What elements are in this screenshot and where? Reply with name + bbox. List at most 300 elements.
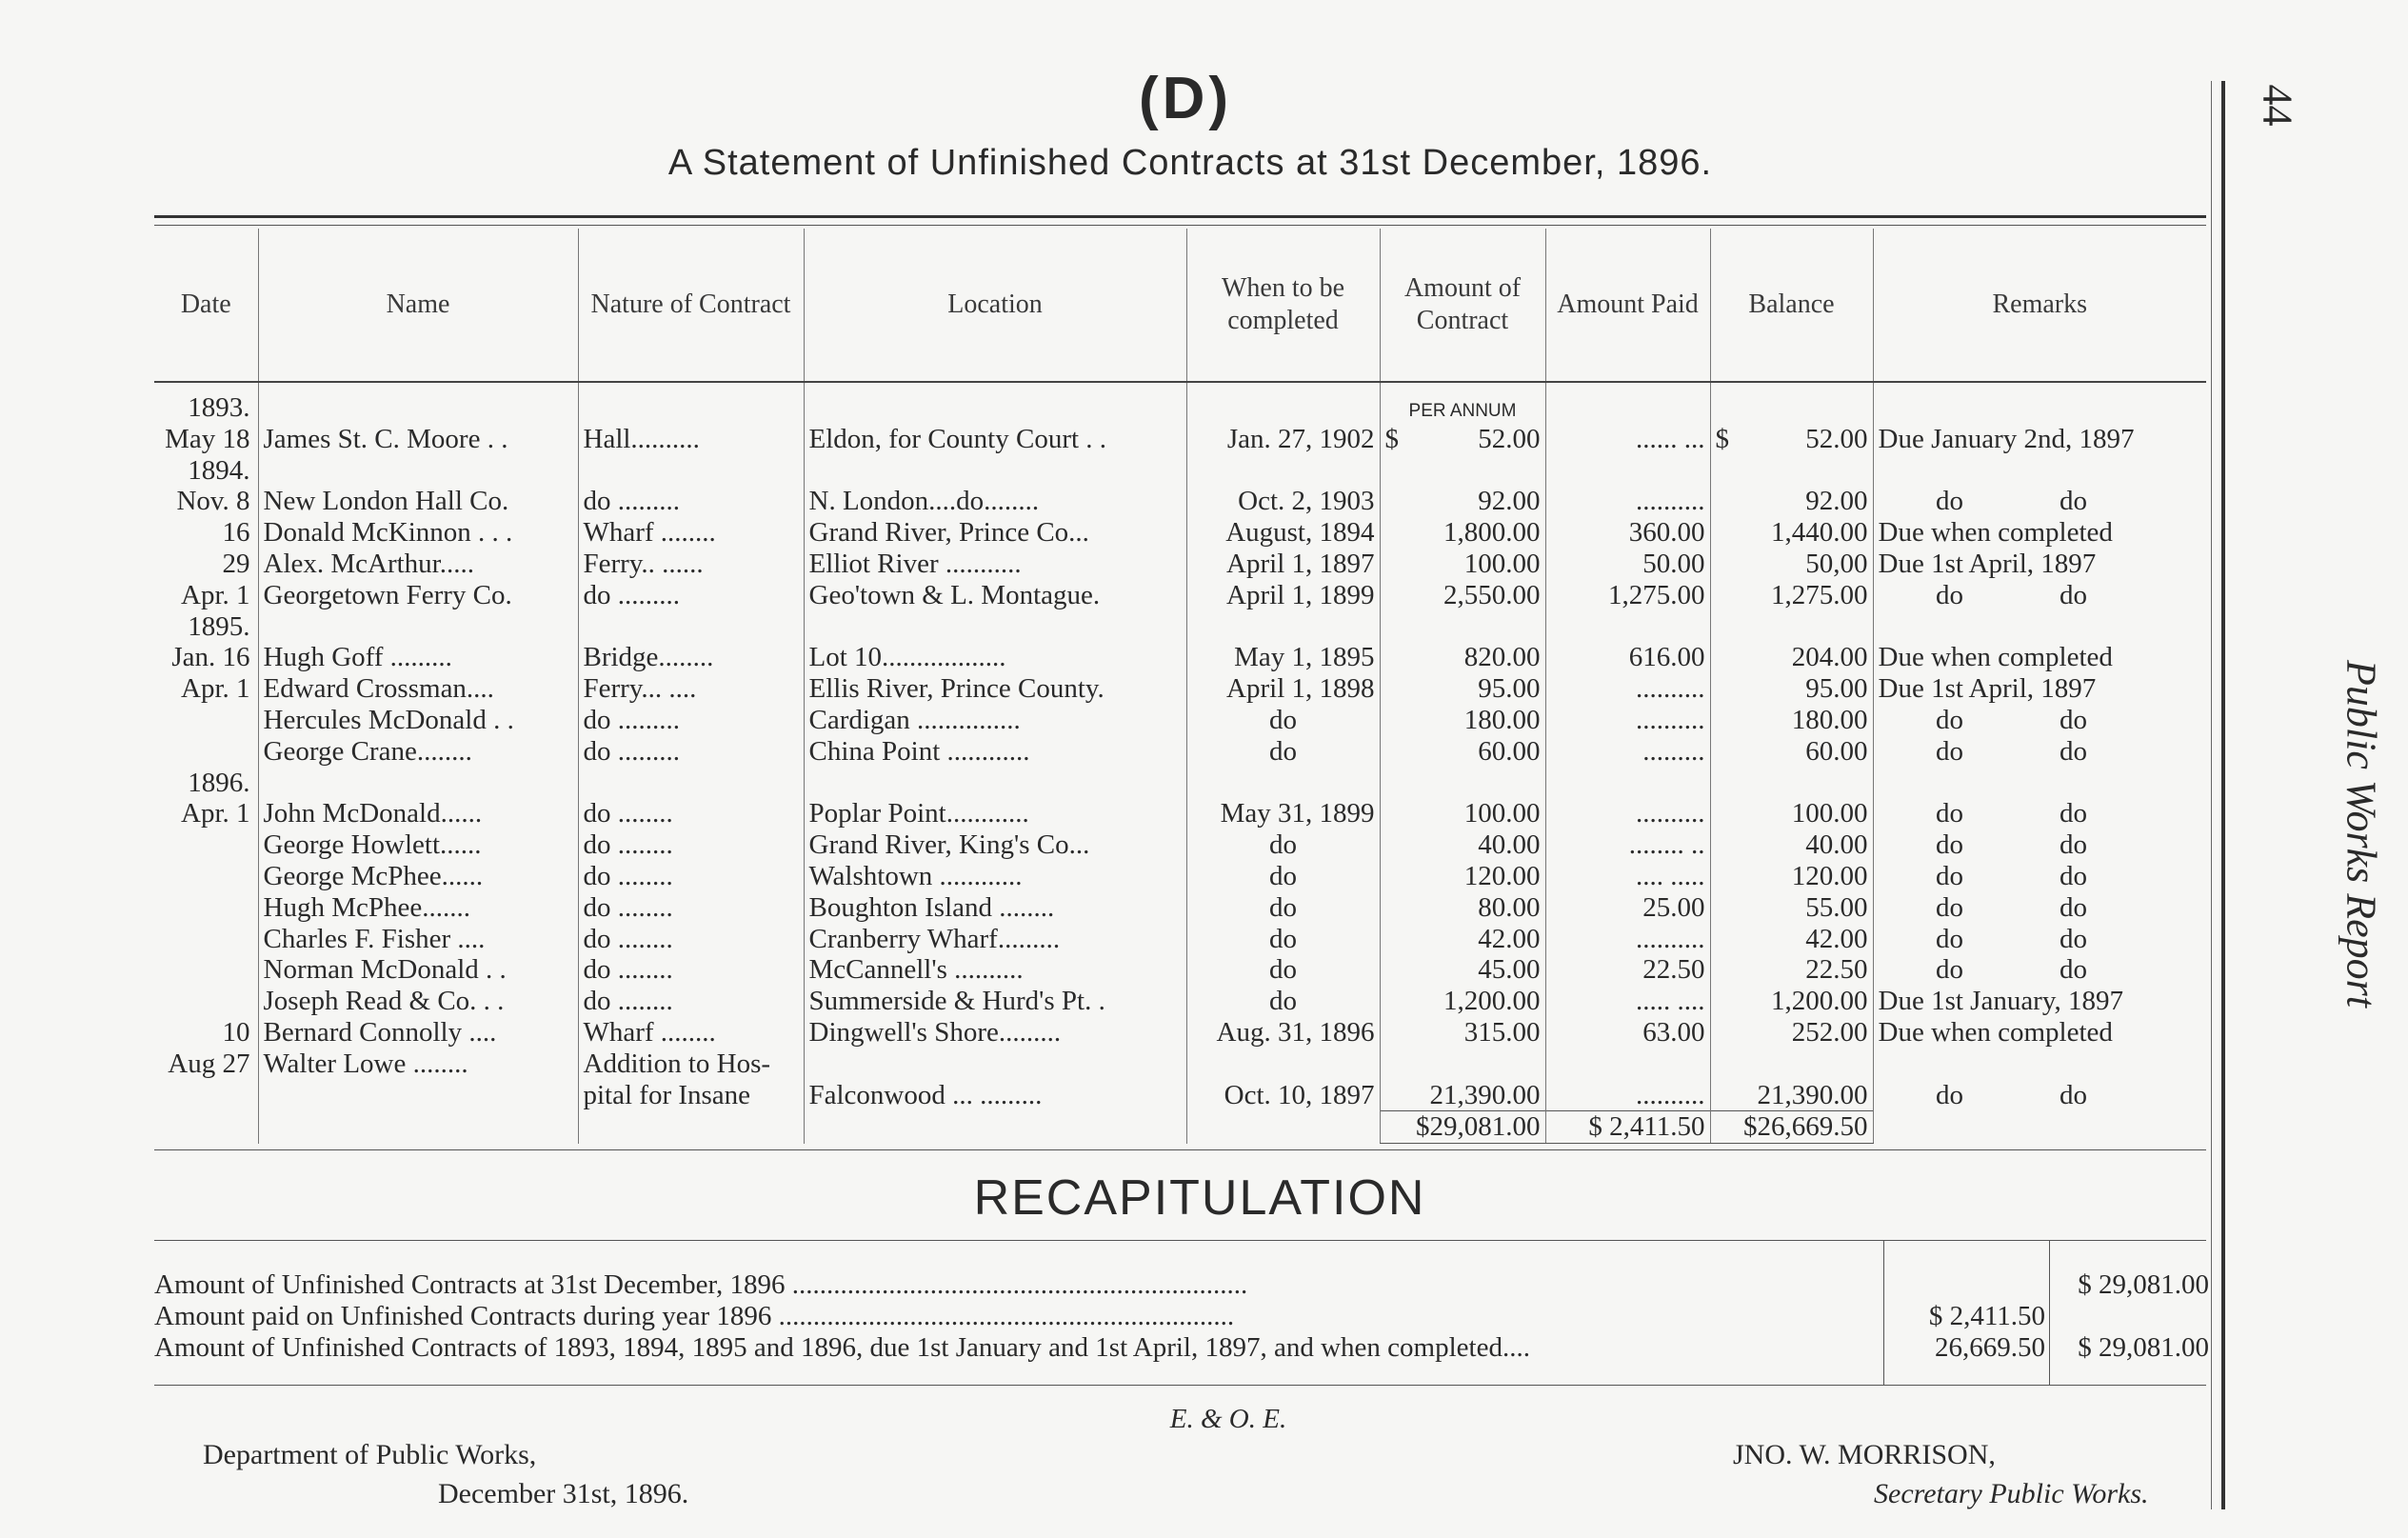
totals-row [154, 1111, 2206, 1144]
amount-cell [1380, 736, 1545, 768]
name-cell: George Howlett...... [258, 829, 578, 861]
amount-cell [1380, 1017, 1545, 1049]
signer-name: JNO. W. MORRISON, [1733, 1439, 1996, 1470]
table-header-row [154, 229, 2206, 382]
running-head: Public Works Report [2338, 660, 2385, 1008]
table-row [154, 673, 2206, 705]
amount-cell [1380, 673, 1545, 705]
nature-cell [578, 382, 804, 424]
nature-cell [578, 455, 804, 487]
remark-text: Due January 2nd, 1897 [1878, 423, 2135, 454]
amount-value: 60.00 [1478, 735, 1541, 767]
location-cell [804, 455, 1186, 487]
remark-do: do [2060, 923, 2087, 954]
location-cell: Eldon, for County Court . . [804, 424, 1186, 455]
balance-value: 1,200.00 [1771, 986, 1868, 1017]
empty-cell [1873, 1111, 2206, 1144]
nature-cell [578, 611, 804, 643]
remarks-cell [1873, 768, 2206, 799]
remark-do: do [2060, 860, 2087, 891]
col-balance: Balance [1710, 229, 1873, 382]
amount-value: 80.00 [1478, 891, 1541, 923]
amount-cell [1380, 1049, 1545, 1080]
when-cell [1186, 611, 1380, 643]
amount-value: 120.00 [1463, 860, 1541, 891]
when-cell: April 1, 1898 [1186, 673, 1380, 705]
balance-cell [1710, 382, 1873, 424]
date-cell: Jan. 16 [171, 642, 250, 673]
remark-text: Due 1st April, 1897 [1878, 673, 2097, 705]
amount-value: 100.00 [1463, 798, 1541, 829]
balance-value: 1,440.00 [1771, 517, 1868, 549]
balance-cell [1710, 673, 1873, 705]
remarks-cell [1873, 705, 2206, 736]
balance-cell [1710, 611, 1873, 643]
remark-text: Due 1st January, 1897 [1878, 986, 2123, 1017]
name-cell: Joseph Read & Co. . . [258, 986, 578, 1017]
when-cell [1186, 455, 1380, 487]
balance-cell [1710, 736, 1873, 768]
nature-cell: do ......... [578, 705, 804, 736]
paid-cell: 63.00 [1545, 1017, 1710, 1049]
recap-line-2-value: $ 2,411.50 [1928, 1301, 2045, 1331]
table-row [154, 642, 2206, 673]
paid-cell: ......... [1545, 736, 1710, 768]
nature-cell: Ferry... .... [578, 673, 804, 705]
date-cell: 1893. [188, 392, 250, 423]
remarks-cell [1873, 954, 2206, 986]
table-top-rule [154, 215, 2206, 218]
total-paid: $ 2,411.50 [1545, 1111, 1710, 1144]
paid-cell [1545, 611, 1710, 643]
remark-text: Due when completed [1878, 517, 2113, 549]
table-bottom-rule [154, 1144, 2206, 1150]
contracts-table [154, 229, 2206, 1150]
amount-value: 1,800.00 [1443, 517, 1541, 549]
paid-cell: 360.00 [1545, 517, 1710, 549]
location-cell [804, 1049, 1186, 1080]
balance-value: 95.00 [1805, 673, 1868, 705]
remarks-cell [1873, 1049, 2206, 1080]
table-row [154, 954, 2206, 986]
location-cell: N. London....do........ [804, 486, 1186, 517]
amount-cell [1380, 455, 1545, 487]
remark-do: do [2060, 704, 2087, 735]
date-cell: 1894. [188, 454, 250, 486]
balance-cell [1710, 1017, 1873, 1049]
when-cell: do [1186, 892, 1380, 924]
remark-do: do [2060, 579, 2087, 610]
nature-cell: Hall.......... [578, 424, 804, 455]
table-row [154, 424, 2206, 455]
remark-do: do [2060, 829, 2087, 861]
table-row [154, 517, 2206, 549]
nature-cell: do ......... [578, 736, 804, 768]
amount-value: 21,390.00 [1429, 1079, 1541, 1110]
table-row [154, 705, 2206, 736]
balance-value: 42.00 [1805, 923, 1868, 954]
when-cell: do [1186, 861, 1380, 892]
date-cell [154, 924, 258, 955]
date-cell: Apr. 1 [181, 579, 250, 610]
amount-cell [1380, 382, 1545, 424]
name-cell: James St. C. Moore . . [258, 424, 578, 455]
nature-cell: Bridge........ [578, 642, 804, 673]
location-cell: Boughton Island ........ [804, 892, 1186, 924]
balance-value: 55.00 [1805, 891, 1868, 923]
nature-cell: do ........ [578, 986, 804, 1017]
right-margin-rule [2221, 81, 2225, 1509]
paid-cell: .......... [1545, 924, 1710, 955]
total-balance: $26,669.50 [1710, 1111, 1873, 1144]
paid-cell: .......... [1545, 1080, 1710, 1111]
amount-value: 315.00 [1463, 1016, 1541, 1048]
remark-do: do [1936, 735, 1963, 767]
amount-cell [1380, 798, 1545, 829]
table-row [154, 382, 2206, 424]
when-cell: Aug. 31, 1896 [1186, 1017, 1380, 1049]
date-cell: 29 [222, 548, 250, 579]
balance-cell [1710, 580, 1873, 611]
bottom-rule-cell [154, 1144, 2206, 1150]
name-cell: Norman McDonald . . [258, 954, 578, 986]
name-cell [258, 455, 578, 487]
location-cell: Walshtown ............ [804, 861, 1186, 892]
when-cell: May 31, 1899 [1186, 798, 1380, 829]
col-date: Date [154, 229, 258, 382]
paid-cell: .......... [1545, 673, 1710, 705]
balance-value: 92.00 [1805, 486, 1868, 517]
currency-symbol: $ [1715, 423, 1729, 454]
table-row [154, 924, 2206, 955]
name-cell [258, 768, 578, 799]
amount-value: 45.00 [1478, 954, 1541, 986]
amount-cell [1380, 611, 1545, 643]
amount-cell [1380, 424, 1545, 455]
balance-cell [1710, 1049, 1873, 1080]
statement-letter: (D) [1138, 66, 1233, 131]
amount-cell [1380, 924, 1545, 955]
location-cell [804, 382, 1186, 424]
table-row [154, 1049, 2206, 1080]
paid-cell: ..... .... [1545, 986, 1710, 1017]
nature-cell: Ferry.. ...... [578, 549, 804, 580]
col-remarks: Remarks [1873, 229, 2206, 382]
nature-cell: do ........ [578, 924, 804, 955]
when-cell: do [1186, 924, 1380, 955]
location-cell [804, 611, 1186, 643]
nature-cell: do ........ [578, 829, 804, 861]
balance-cell [1710, 486, 1873, 517]
balance-cell [1710, 705, 1873, 736]
balance-value: 52.00 [1805, 423, 1868, 454]
name-cell: Charles F. Fisher .... [258, 924, 578, 955]
when-cell: Oct. 10, 1897 [1186, 1080, 1380, 1111]
paid-cell: .......... [1545, 705, 1710, 736]
table-row [154, 580, 2206, 611]
remarks-cell [1873, 924, 2206, 955]
nature-cell: do ......... [578, 486, 804, 517]
paid-cell: 22.50 [1545, 954, 1710, 986]
remark-do: do [1936, 486, 1963, 517]
date-cell [154, 705, 258, 736]
location-cell: Lot 10.................. [804, 642, 1186, 673]
date-cell: 1896. [188, 767, 250, 798]
empty-cell [154, 1111, 258, 1144]
col-paid: Amount Paid [1545, 229, 1710, 382]
empty-cell [804, 1111, 1186, 1144]
table-row [154, 986, 2206, 1017]
when-cell: do [1186, 736, 1380, 768]
table-row [154, 455, 2206, 487]
date-cell [154, 954, 258, 986]
location-cell: Elliot River ........... [804, 549, 1186, 580]
remark-text: Due when completed [1878, 1016, 2113, 1048]
balance-value: 22.50 [1805, 954, 1868, 986]
amount-value: 100.00 [1463, 548, 1541, 579]
location-cell: Grand River, Prince Co... [804, 517, 1186, 549]
table-row [154, 892, 2206, 924]
col-when: When to be completed [1186, 229, 1380, 382]
signer-title: Secretary Public Works. [1874, 1478, 2149, 1509]
amount-cell [1380, 986, 1545, 1017]
nature-cell: Wharf ........ [578, 1017, 804, 1049]
remark-do: do [1936, 954, 1963, 986]
balance-cell [1710, 549, 1873, 580]
when-cell: April 1, 1897 [1186, 549, 1380, 580]
location-cell: Falconwood ... ......... [804, 1080, 1186, 1111]
location-cell: Grand River, King's Co... [804, 829, 1186, 861]
remarks-cell [1873, 382, 2206, 424]
date-cell: 1895. [188, 610, 250, 642]
nature-cell: do ........ [578, 892, 804, 924]
page-number: 44 [2254, 84, 2301, 127]
balance-value: 60.00 [1805, 735, 1868, 767]
recap-line-1: Amount of Unfinished Contracts at 31st December, 1896 .................................................................. [154, 1269, 1248, 1300]
nature-cell: do ........ [578, 954, 804, 986]
paid-cell: .... ..... [1545, 861, 1710, 892]
remark-do: do [1936, 704, 1963, 735]
balance-cell [1710, 954, 1873, 986]
location-cell: Dingwell's Shore......... [804, 1017, 1186, 1049]
location-cell: Cardigan ............... [804, 705, 1186, 736]
when-cell: do [1186, 954, 1380, 986]
date-cell [154, 892, 258, 924]
location-cell: Poplar Point............ [804, 798, 1186, 829]
amount-value: 95.00 [1478, 673, 1541, 705]
location-cell: Summerside & Hurd's Pt. . [804, 986, 1186, 1017]
name-cell: Bernard Connolly .... [258, 1017, 578, 1049]
amount-value: 1,200.00 [1443, 986, 1541, 1017]
col-nature: Nature of Contract [578, 229, 804, 382]
table-row [154, 861, 2206, 892]
amount-cell [1380, 705, 1545, 736]
remarks-cell [1873, 986, 2206, 1017]
balance-value: 120.00 [1791, 860, 1868, 891]
amount-value: 820.00 [1463, 642, 1541, 673]
nature-cell: do ........ [578, 861, 804, 892]
recap-line-2: Amount paid on Unfinished Contracts during year 1896 .................................................................. [154, 1301, 1235, 1331]
remark-do: do [2060, 891, 2087, 923]
per-annum-label: PER ANNUM [1408, 400, 1517, 421]
nature-cell: pital for Insane [578, 1080, 804, 1111]
balance-value: 21,390.00 [1757, 1079, 1868, 1110]
name-cell: New London Hall Co. [258, 486, 578, 517]
when-cell [1186, 768, 1380, 799]
date-cell: Nov. 8 [176, 486, 250, 517]
when-cell: do [1186, 829, 1380, 861]
amount-cell [1380, 768, 1545, 799]
location-cell: Cranberry Wharf......... [804, 924, 1186, 955]
date-cell: 10 [222, 1016, 250, 1048]
recap-line-1-total: $ 29,081.00 [2078, 1269, 2209, 1300]
date-cell: 16 [222, 517, 250, 549]
remark-do: do [1936, 1079, 1963, 1110]
paid-cell: 1,275.00 [1545, 580, 1710, 611]
table-row [154, 829, 2206, 861]
name-cell: Hugh Goff ......... [258, 642, 578, 673]
empty-cell [258, 1111, 578, 1144]
table-row [154, 611, 2206, 643]
remark-do: do [1936, 891, 1963, 923]
table-row [154, 549, 2206, 580]
col-name: Name [258, 229, 578, 382]
nature-cell: Addition to Hos- [578, 1049, 804, 1080]
recap-line-3-value: 26,669.50 [1935, 1332, 2045, 1363]
balance-cell [1710, 861, 1873, 892]
balance-cell [1710, 517, 1873, 549]
date-cell: May 18 [165, 423, 250, 454]
balance-cell [1710, 642, 1873, 673]
table-row [154, 798, 2206, 829]
name-cell: Alex. McArthur..... [258, 549, 578, 580]
remark-do: do [1936, 923, 1963, 954]
date-cell: Apr. 1 [181, 673, 250, 705]
location-cell: McCannell's .......... [804, 954, 1186, 986]
when-cell [1186, 382, 1380, 424]
table-row [154, 768, 2206, 799]
remark-do: do [1936, 829, 1963, 861]
recap-col-rule-2 [2049, 1240, 2050, 1385]
name-cell: Georgetown Ferry Co. [258, 580, 578, 611]
amount-cell [1380, 549, 1545, 580]
col-amount: Amount of Contract [1380, 229, 1545, 382]
remarks-cell [1873, 1017, 2206, 1049]
amount-value: 2,550.00 [1443, 579, 1541, 610]
remarks-cell [1873, 455, 2206, 487]
amount-cell [1380, 861, 1545, 892]
amount-cell [1380, 1080, 1545, 1111]
location-cell [804, 768, 1186, 799]
when-cell: August, 1894 [1186, 517, 1380, 549]
when-cell: Jan. 27, 1902 [1186, 424, 1380, 455]
paid-cell: ........ .. [1545, 829, 1710, 861]
right-margin-rule-thin [2211, 81, 2212, 1509]
paid-cell: 616.00 [1545, 642, 1710, 673]
remarks-cell [1873, 829, 2206, 861]
remarks-cell [1873, 673, 2206, 705]
remark-text: Due when completed [1878, 642, 2113, 673]
remarks-cell [1873, 892, 2206, 924]
when-cell: April 1, 1899 [1186, 580, 1380, 611]
balance-cell [1710, 455, 1873, 487]
name-cell: Walter Lowe ........ [258, 1049, 578, 1080]
balance-value: 1,275.00 [1771, 579, 1868, 610]
name-cell: John McDonald...... [258, 798, 578, 829]
balance-value: 40.00 [1805, 829, 1868, 861]
page-title: A Statement of Unfinished Contracts at 31st December, 1896. [667, 143, 1713, 183]
amount-cell [1380, 486, 1545, 517]
balance-value: 50,00 [1805, 548, 1868, 579]
date-cell: Apr. 1 [181, 798, 250, 829]
footer-date: December 31st, 1896. [438, 1478, 689, 1509]
paid-cell: .......... [1545, 798, 1710, 829]
remarks-cell [1873, 736, 2206, 768]
name-cell: George Crane........ [258, 736, 578, 768]
balance-cell [1710, 768, 1873, 799]
balance-cell [1710, 1080, 1873, 1111]
remarks-cell [1873, 580, 2206, 611]
date-cell: Aug 27 [168, 1048, 250, 1079]
name-cell: Donald McKinnon . . . [258, 517, 578, 549]
amount-value: 52.00 [1478, 423, 1541, 454]
balance-cell [1710, 424, 1873, 455]
when-cell [1186, 1049, 1380, 1080]
remark-do: do [2060, 798, 2087, 829]
department-line: Department of Public Works, [203, 1439, 537, 1470]
amount-cell [1380, 580, 1545, 611]
remarks-cell [1873, 861, 2206, 892]
remark-do: do [2060, 954, 2087, 986]
paid-cell [1545, 382, 1710, 424]
when-cell: May 1, 1895 [1186, 642, 1380, 673]
nature-cell [578, 768, 804, 799]
name-cell: Edward Crossman.... [258, 673, 578, 705]
col-location: Location [804, 229, 1186, 382]
empty-cell [1186, 1111, 1380, 1144]
paid-cell [1545, 768, 1710, 799]
paid-cell [1545, 1049, 1710, 1080]
name-cell [258, 382, 578, 424]
recap-top-rule [154, 1240, 2206, 1241]
amount-cell [1380, 954, 1545, 986]
amount-value: 180.00 [1463, 704, 1541, 735]
date-cell [154, 986, 258, 1017]
table-row [154, 486, 2206, 517]
remarks-cell [1873, 642, 2206, 673]
when-cell: do [1186, 705, 1380, 736]
total-amount: $29,081.00 [1380, 1111, 1545, 1144]
empty-cell [578, 1111, 804, 1144]
date-cell [154, 736, 258, 768]
paid-cell: .......... [1545, 486, 1710, 517]
remarks-cell [1873, 611, 2206, 643]
amount-cell [1380, 892, 1545, 924]
recap-bottom-rule [154, 1385, 2206, 1386]
errors-omissions-note: E. & O. E. [1169, 1404, 1287, 1434]
when-cell: do [1186, 986, 1380, 1017]
paid-cell: 25.00 [1545, 892, 1710, 924]
remark-do: do [2060, 1079, 2087, 1110]
remarks-cell [1873, 517, 2206, 549]
balance-value: 252.00 [1791, 1016, 1868, 1048]
amount-cell [1380, 642, 1545, 673]
remarks-cell [1873, 486, 2206, 517]
balance-value: 180.00 [1791, 704, 1868, 735]
remark-do: do [2060, 735, 2087, 767]
nature-cell: do ......... [578, 580, 804, 611]
nature-cell: do ........ [578, 798, 804, 829]
